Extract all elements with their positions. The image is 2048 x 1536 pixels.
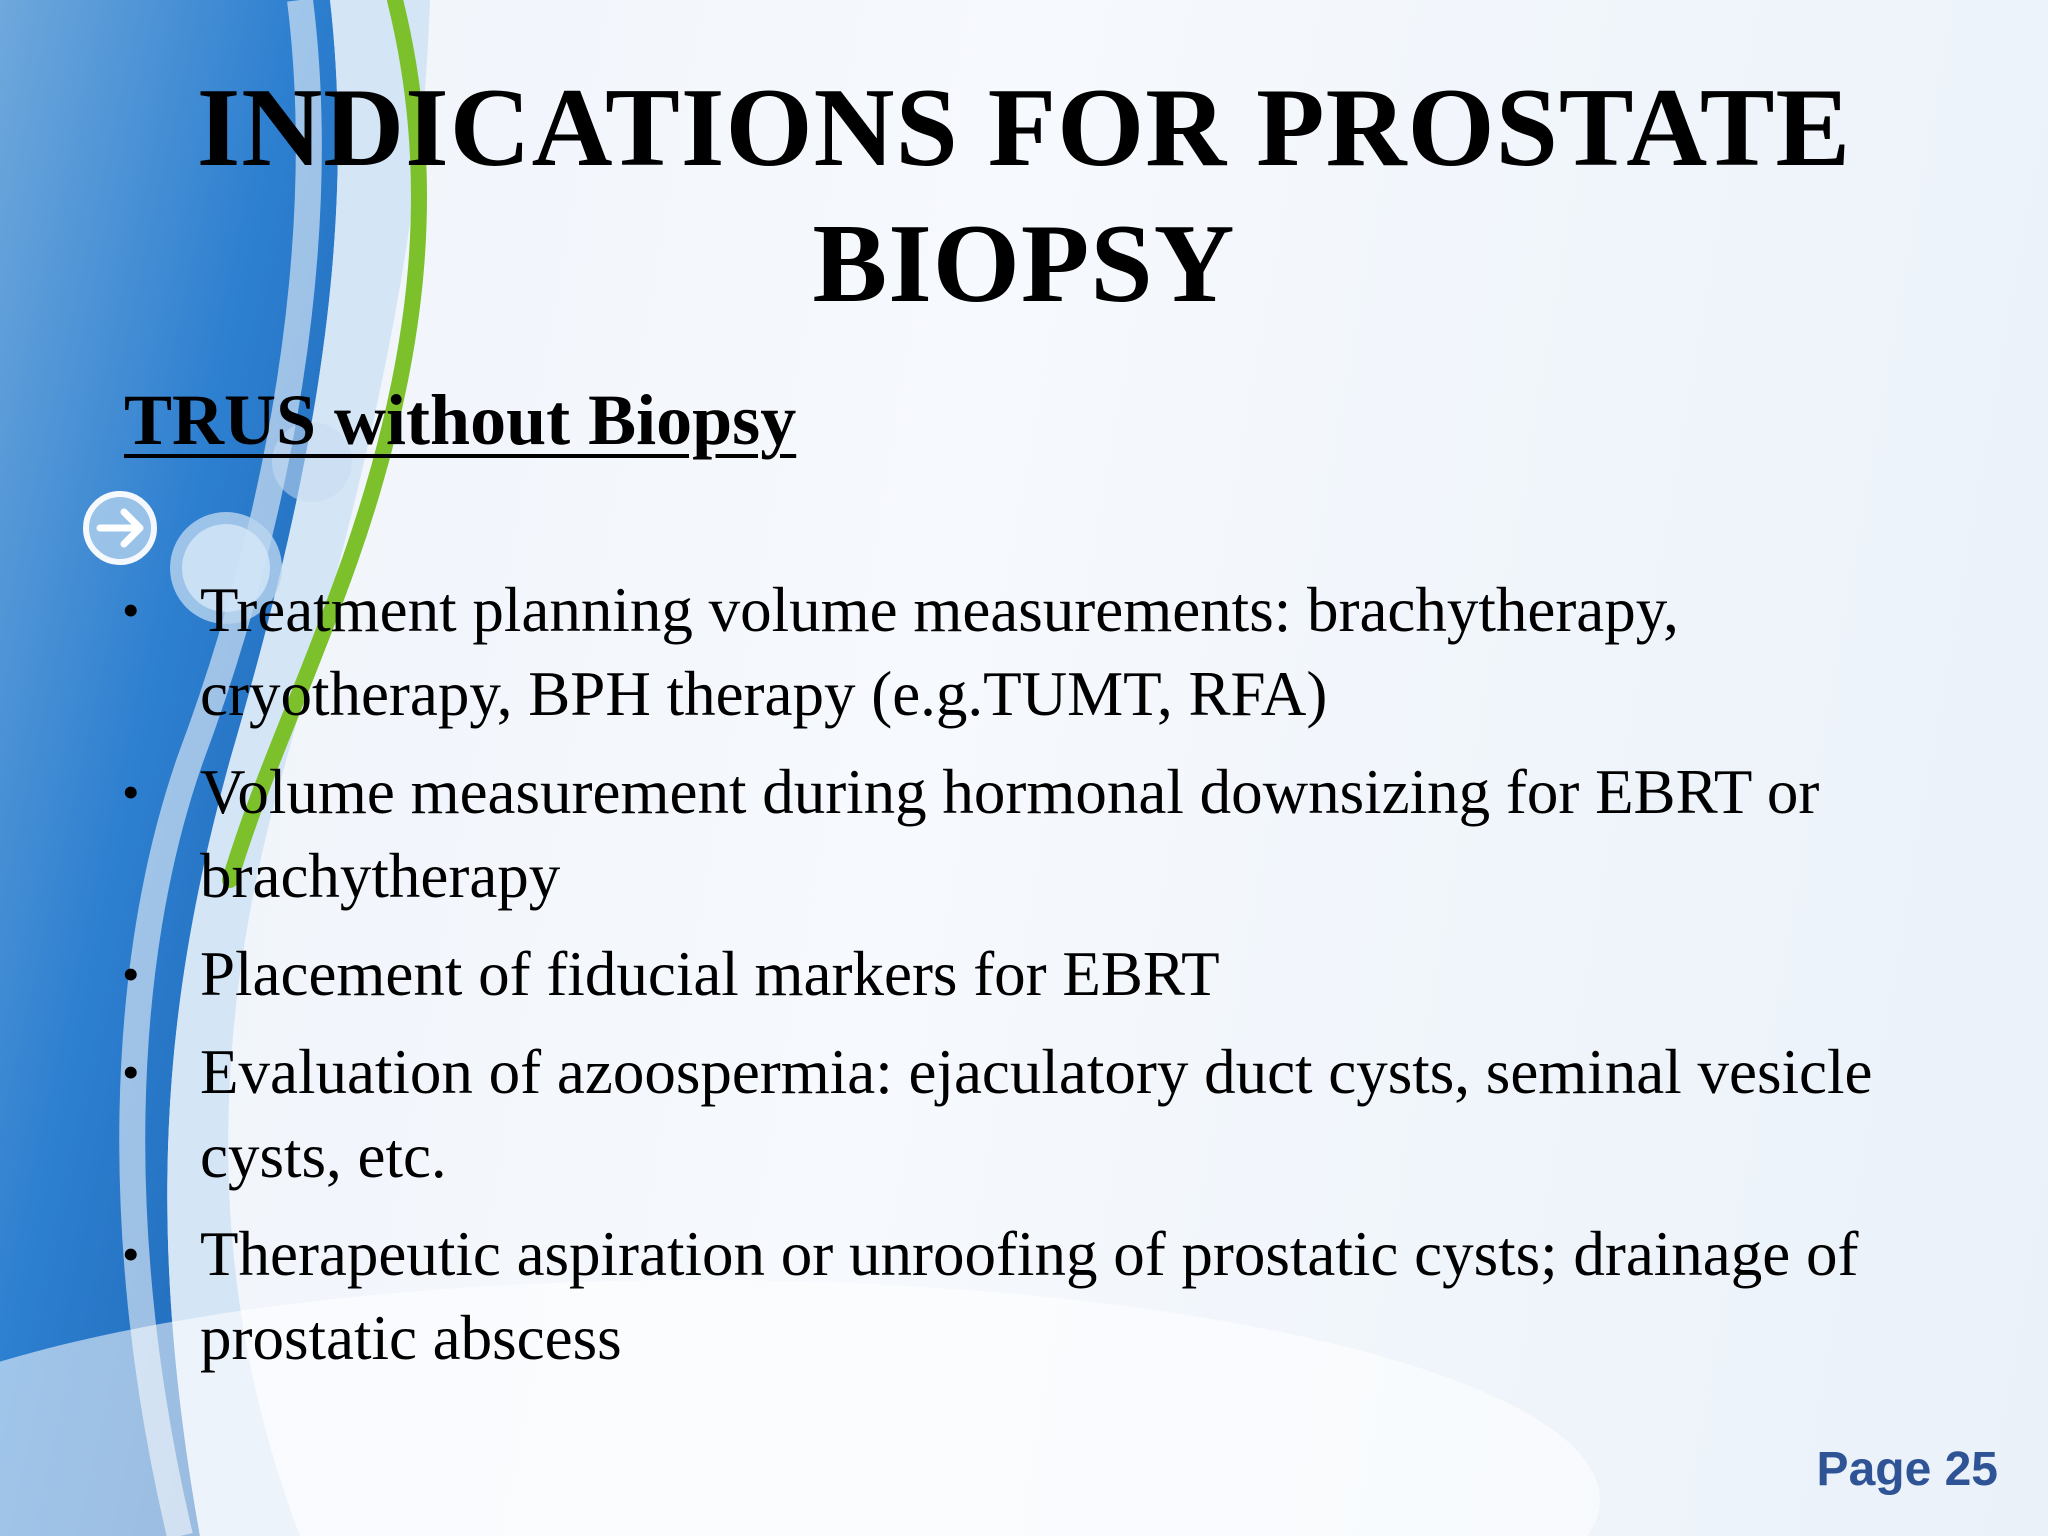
bullet-list <box>122 568 1942 1394</box>
list-item <box>122 568 1942 736</box>
bullet-icon: • <box>122 946 140 1002</box>
bullet-text: Volume measurement during hormonal downsizing for EBRT or brachytherapy <box>200 757 1820 911</box>
page-number: Page 25 <box>1816 1443 1998 1496</box>
bullet-text: Placement of fiducial markers for EBRT <box>200 939 1220 1009</box>
arrow-right-circle-icon <box>86 494 154 562</box>
bullet-text: Evaluation of azoospermia: ejaculatory duct cysts, seminal vesicle cysts, etc. <box>200 1037 1873 1191</box>
bullet-icon: • <box>122 764 140 820</box>
bullet-text: Therapeutic aspiration or unroofing of prostatic cysts; drainage of prostatic abscess <box>200 1219 1859 1373</box>
slide-title: INDICATIONS FOR PROSTATE BIOPSY <box>196 66 1852 326</box>
list-item <box>122 1030 1942 1198</box>
list-item <box>122 932 1942 1016</box>
list-item <box>122 750 1942 918</box>
bullet-icon: • <box>122 1226 140 1282</box>
bullet-icon: • <box>122 1044 140 1100</box>
bullet-text: Treatment planning volume measurements: brachytherapy, cryotherapy, BPH therapy (e.g.TUMT, RFA) <box>200 575 1679 729</box>
bullet-icon: • <box>122 582 140 638</box>
list-item <box>122 1212 1942 1380</box>
section-subtitle: TRUS without Biopsy <box>124 380 797 460</box>
